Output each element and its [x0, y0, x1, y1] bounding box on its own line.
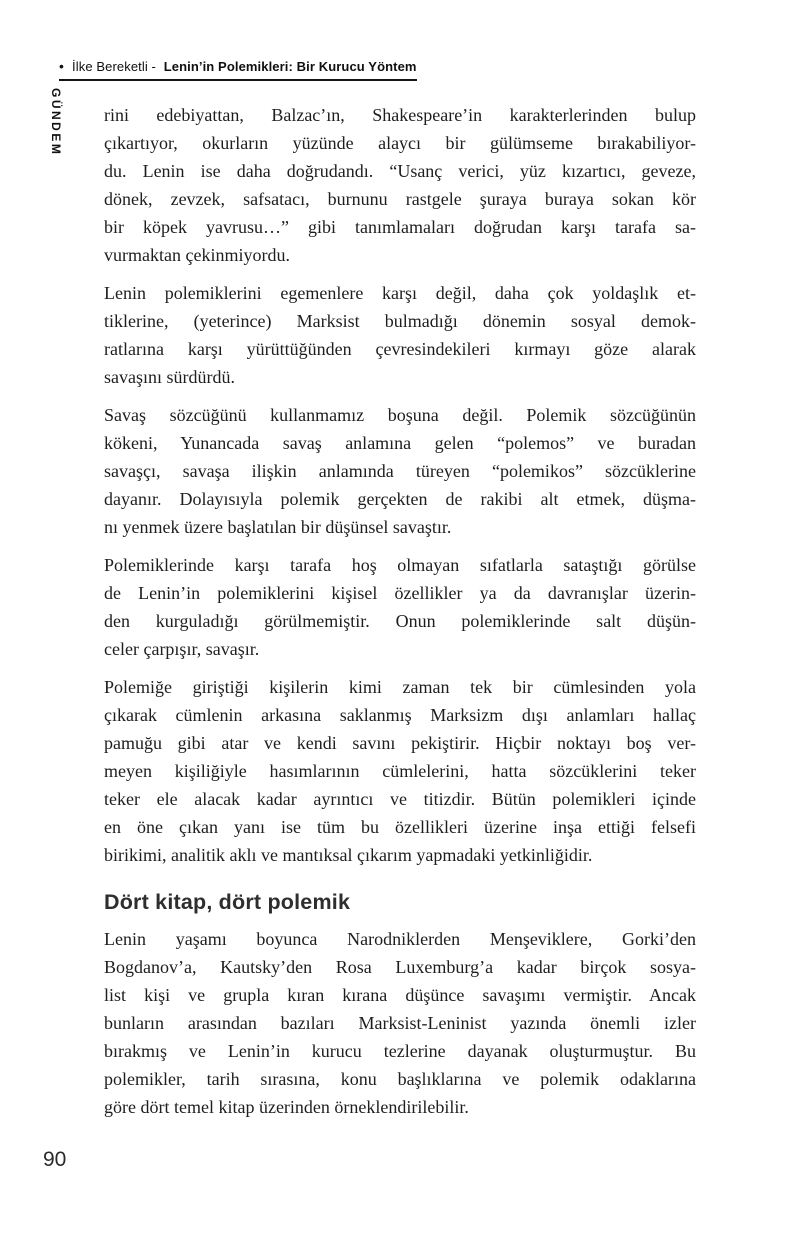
- text-line: bırakmış ve Lenin’in kurucu tezlerine dayanak oluşturmuştur. Bu: [104, 1041, 696, 1061]
- paragraph: [104, 551, 696, 663]
- text-line: çıkartıyor, okurların yüzünde alaycı bir gülümseme bırakabiliyor-: [104, 133, 696, 153]
- header-author: İlke Bereketli -: [72, 59, 156, 74]
- text-line: den kurguladığı görülmemiştir. Onun polemiklerinde salt düşün-: [104, 611, 696, 631]
- text-line: bunların arasından bazıları Marksist-Leninist yazında önemli izler: [104, 1013, 696, 1033]
- text-line: en öne çıkan yanı ise tüm bu özellikleri üzerine inşa ettiği felsefi: [104, 817, 696, 837]
- text-line: Bogdanov’a, Kautsky’den Rosa Luxemburg’a kadar birçok sosya-: [104, 957, 696, 977]
- section-label-gundem: GÜNDEM: [49, 88, 63, 157]
- header-title: Lenin’in Polemikleri: Bir Kurucu Yöntem: [163, 59, 417, 74]
- text-line: Savaş sözcüğünü kullanmamız boşuna değil. Polemik sözcüğünün: [104, 405, 696, 425]
- text-line: göre dört temel kitap üzerinden örneklendirilebilir.: [104, 1097, 469, 1117]
- page-number: 90: [43, 1148, 67, 1171]
- text-line: du. Lenin ise daha doğrudandı. “Usanç verici, yüz kızartıcı, geveze,: [104, 161, 696, 181]
- text-line: çıkarak cümlenin arkasına saklanmış Marksizm dışı anlamları hallaç: [104, 705, 696, 725]
- page-header: [59, 58, 417, 81]
- text-line: dönek, zevzek, safsatacı, burnunu rastgele şuraya buraya sokan kör: [104, 189, 696, 209]
- text-line: pamuğu gibi atar ve kendi savını pekiştirir. Hiçbir noktayı boş ver-: [104, 733, 696, 753]
- text-line: Lenin yaşamı boyunca Narodniklerden Menşeviklere, Gorki’den: [104, 929, 696, 949]
- running-header: [59, 58, 417, 81]
- text-line: nı yenmek üzere başlatılan bir düşünsel savaştır.: [104, 517, 452, 537]
- text-line: list kişi ve grupla kıran kırana düşünce savaşımı vermiştir. Ancak: [104, 985, 696, 1005]
- paragraph: [104, 925, 696, 1121]
- paragraph: [104, 673, 696, 869]
- bullet-icon: •: [59, 58, 65, 74]
- text-line: meyen kişiliğiyle hasımlarının cümlelerini, hatta sözcüklerini teker: [104, 761, 696, 781]
- text-line: polemikler, tarih sırasına, konu başlıklarına ve polemik odaklarına: [104, 1069, 696, 1089]
- paragraph: [104, 401, 696, 541]
- paragraph: [104, 101, 696, 269]
- text-line: ratlarına karşı yürüttüğünden çevresindekileri kırmayı göze alarak: [104, 339, 696, 359]
- paragraph: [104, 279, 696, 391]
- page-body: [104, 101, 696, 1131]
- text-line: birikimi, analitik aklı ve mantıksal çıkarım yapmadaki yetkinliğidir.: [104, 845, 593, 865]
- text-line: Polemiklerinde karşı tarafa hoş olmayan sıfatlarla sataştığı görülse: [104, 555, 696, 575]
- text-line: savaşçı, savaşa ilişkin anlamında türeyen “polemikos” sözcüklerine: [104, 461, 696, 481]
- text-line: dayanır. Dolayısıyla polemik gerçekten de rakibi alt etmek, düşma-: [104, 489, 696, 509]
- text-line: bir köpek yavrusu…” gibi tanımlamaları doğrudan karşı tarafa sa-: [104, 217, 696, 237]
- text-line: celer çarpışır, savaşır.: [104, 639, 260, 659]
- section-heading: Dört kitap, dört polemik: [104, 890, 351, 914]
- text-line: tiklerine, (yeterince) Marksist bulmadığı dönemin sosyal demok-: [104, 311, 696, 331]
- text-line: savaşını sürdürdü.: [104, 367, 235, 387]
- text-line: rini edebiyattan, Balzac’ın, Shakespeare’in karakterlerinden bulup: [104, 105, 696, 125]
- text-line: Lenin polemiklerini egemenlere karşı değil, daha çok yoldaşlık et-: [104, 283, 696, 303]
- text-line: Polemiğe giriştiği kişilerin kimi zaman tek bir cümlesinden yola: [104, 677, 696, 697]
- text-line: de Lenin’in polemiklerini kişisel özellikler ya da davranışlar üzerin-: [104, 583, 696, 603]
- text-line: teker ele alacak kadar ayrıntıcı ve titizdir. Bütün polemikleri içinde: [104, 789, 696, 809]
- text-line: vurmaktan çekinmiyordu.: [104, 245, 290, 265]
- text-line: kökeni, Yunancada savaş anlamına gelen “polemos” ve buradan: [104, 433, 696, 453]
